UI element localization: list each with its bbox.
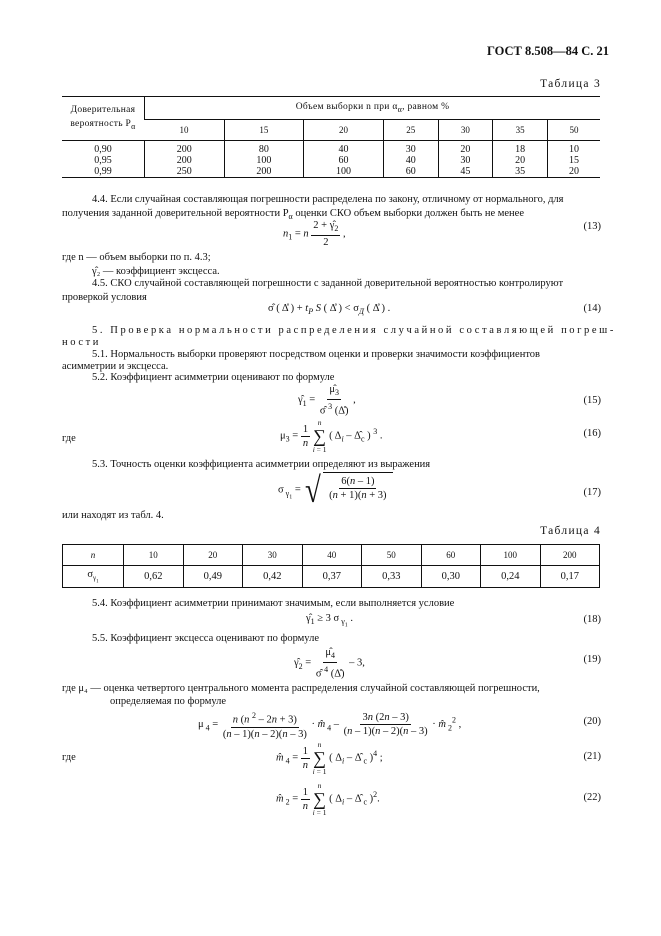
table3-col-header [145,97,601,120]
table4-cell: 0,62 [124,566,184,588]
paragraph-4-5-line2: проверкой условия [62,292,147,303]
equation-13-number: (13) [583,221,601,232]
where-13-line2: γ̂₂ — коэффициент эксцесса. [92,266,220,277]
table4-col: 100 [481,545,541,566]
equation-21: m̂ $_4$ = $\frac{1}{n}$ n ∑ i = 1 ( $\Delta_i$ – Δ̂ $_c$ )$^4$ ; [276,740,383,776]
table3-rowhead-line1: Доверительная [70,105,136,116]
table3-cell: 100 [304,166,384,178]
paragraph-5-2: 5.2. Коэффициент асимметрии оценивают по формуле [92,372,335,383]
table4-sigma: σ [87,568,94,580]
equation-20: μ $_4$ = $\frac{n (n ^2 - 2n + 3)}{(n - 1)(n - 2)(n - 3)}$ · m̂ $_4$ – $\frac{3n (2n - 3)}{(n - 1)(n - 2)(n - 3)}$ · m̂ $_2^2$ , [198,711,462,740]
p44-tail: оценки СКО объем выборки должен быть не менее [292,208,524,219]
equation-22: m̂ $_2$ = $\frac{1}{n}$ n ∑ i = 1 ( $\Delta_i$ – Δ̂ $_c$ )$^2$. [276,781,380,817]
table4-cell: 0,49 [183,566,243,588]
equation-19-number: (19) [583,654,601,665]
table3-rowhead-sub: α [131,121,136,131]
paragraph-4-5-line1: 4.5. СКО случайной составляющей погрешности с заданной доверительной вероятностью контролируют [92,278,564,289]
table3-cell: 250 [145,166,225,178]
table3-cell: 20 [493,155,548,166]
table4-reference: или находят из табл. 4. [62,510,164,521]
where-13-line1: где n — объем выборки по п. 4.3; [62,252,211,263]
paragraph-5-1-line2: асимметрии и эксцесса. [62,361,169,372]
table4-col: 40 [302,545,362,566]
where-label-16: где [62,433,76,444]
table3-cell: 60 [383,166,438,178]
table4-col: 50 [362,545,422,566]
table4 [62,544,600,588]
table3-cell: 100 [224,155,304,166]
table-row [63,545,600,566]
table3-col: 10 [145,120,225,141]
table3-col: 20 [304,120,384,141]
mu4-line1: где μ₄ — оценка четвертого центрального момента распределения случайной составляющей погрешности, [62,683,540,694]
equation-14: σ̂ ( Δ̊ ) + $t_P$ S ( Δ̊ ) < $\sigma_Д$ ( Δ̊ ) . [268,303,391,317]
table3-cell: 45 [438,166,493,178]
table4-head-label [63,545,124,566]
table3-cell: 80 [224,141,304,156]
mu4-line2: определяемая по формуле [110,696,227,707]
where-label-21: где [62,752,76,763]
section-5-heading-line1: 5. Проверка нормальности распределения случайной составляющей погреш- [92,325,616,336]
table3-caption: Таблица 3 [540,78,601,90]
table3 [62,96,600,178]
equation-15-number: (15) [583,395,601,406]
paragraph-5-5: 5.5. Коэффициент эксцесса оценивают по формуле [92,633,319,644]
table4-col: 10 [124,545,184,566]
p44-text: получения заданной доверительной вероятности P [62,208,289,219]
table3-col: 15 [224,120,304,141]
equation-20-number: (20) [583,716,601,727]
equation-17-number: (17) [583,487,601,498]
table4-cell: 0,42 [243,566,303,588]
equation-17: σ $_{\gamma_1}$ = √ $\frac{6(n - 1)}{(n + 1)(n + 3)}$ [278,472,393,508]
table3-colhead: Объем выборки n при α [295,102,398,113]
table3-colhead-sub: α [397,104,403,114]
paragraph-4-4-line1: 4.4. Если случайная составляющая погрешности распределена по закону, отличному от нормального, для [92,194,564,205]
table4-n: n [90,550,96,560]
table3-cell: 30 [438,155,493,166]
table3-cell: 60 [304,155,384,166]
table4-row-label: $\sigma_{\gamma_1}$ [63,566,124,588]
table3-cell: 40 [383,155,438,166]
table4-cell: 0,24 [481,566,541,588]
table4-col: 30 [243,545,303,566]
equation-22-number: (22) [583,792,601,803]
table4-cell: 0,37 [302,566,362,588]
table4-col: 60 [421,545,481,566]
table3-cell: 20 [438,141,493,156]
equation-13: $n_1 = n$ $\frac{2 + \gammâ_2}{2}$ , [283,220,346,249]
section-5-heading-line2: ности [62,337,101,348]
table3-cell: 0,99 [94,166,112,177]
table-row [63,566,600,588]
table3-cell: 35 [493,166,548,178]
table3-cell: 10 [547,141,600,156]
table3-cell: 200 [224,166,304,178]
equation-19: $\gammâ_2$ = $\frac{\mû_4}{\sigmâ ^4 (\Deltå)}$ – 3, [294,647,365,680]
equation-16-number: (16) [583,428,601,439]
equation-14-number: (14) [583,303,601,314]
table3-cell: 40 [304,141,384,156]
table3-colhead-tail: , равном % [402,102,450,113]
page-header: ГОСТ 8.508—84 С. 21 [486,44,609,58]
equation-15: $\gammâ_1$ = $\frac{\mû_3}{\sigmâ ^3 (\Deltå)}$ , [298,384,356,417]
table3-cell: 0,95 [94,155,112,166]
table3-row-header [62,97,145,141]
table3-cell: 15 [547,155,600,166]
table3-rowhead-line2: вероятность P [70,119,132,130]
paragraph-5-3: 5.3. Точность оценки коэффициента асимметрии определяют из выражения [92,459,431,470]
table4-col: 20 [183,545,243,566]
equation-18: $\gammâ_1 \ge 3$ σ $_{\gamma_1}$ . [306,613,353,629]
table-row [62,141,600,156]
table3-cell: 18 [493,141,548,156]
table3-cell: 200 [145,141,225,156]
table3-cell: 30 [383,141,438,156]
table3-cell: 20 [547,166,600,178]
paragraph-5-4: 5.4. Коэффициент асимметрии принимают значимым, если выполняется условие [92,598,455,609]
table3-cell: 200 [145,155,225,166]
table-row [62,166,600,178]
paragraph-5-1-line1: 5.1. Нормальность выборки проверяют посредством оценки и проверки значимости коэффициентов [92,349,540,360]
table4-caption: Таблица 4 [540,525,601,537]
equation-18-number: (18) [583,614,601,625]
table4-col: 200 [540,545,600,566]
table3-cell: 0,90 [94,144,112,155]
equation-21-number: (21) [583,751,601,762]
table3-col: 25 [383,120,438,141]
table3-col: 35 [493,120,548,141]
table4-cell: 0,30 [421,566,481,588]
table-row [62,155,600,166]
table4-cell: 0,33 [362,566,422,588]
equation-16: $\mu_3$ = $\frac{1}{n}$ n ∑ i = 1 ( $\Delta_i$ – $\Deltâ_c$ ) $^3$ . [280,418,383,454]
table3-col: 30 [438,120,493,141]
table4-cell: 0,17 [540,566,600,588]
table3-col: 50 [547,120,600,141]
p44-sub: α [288,212,293,222]
